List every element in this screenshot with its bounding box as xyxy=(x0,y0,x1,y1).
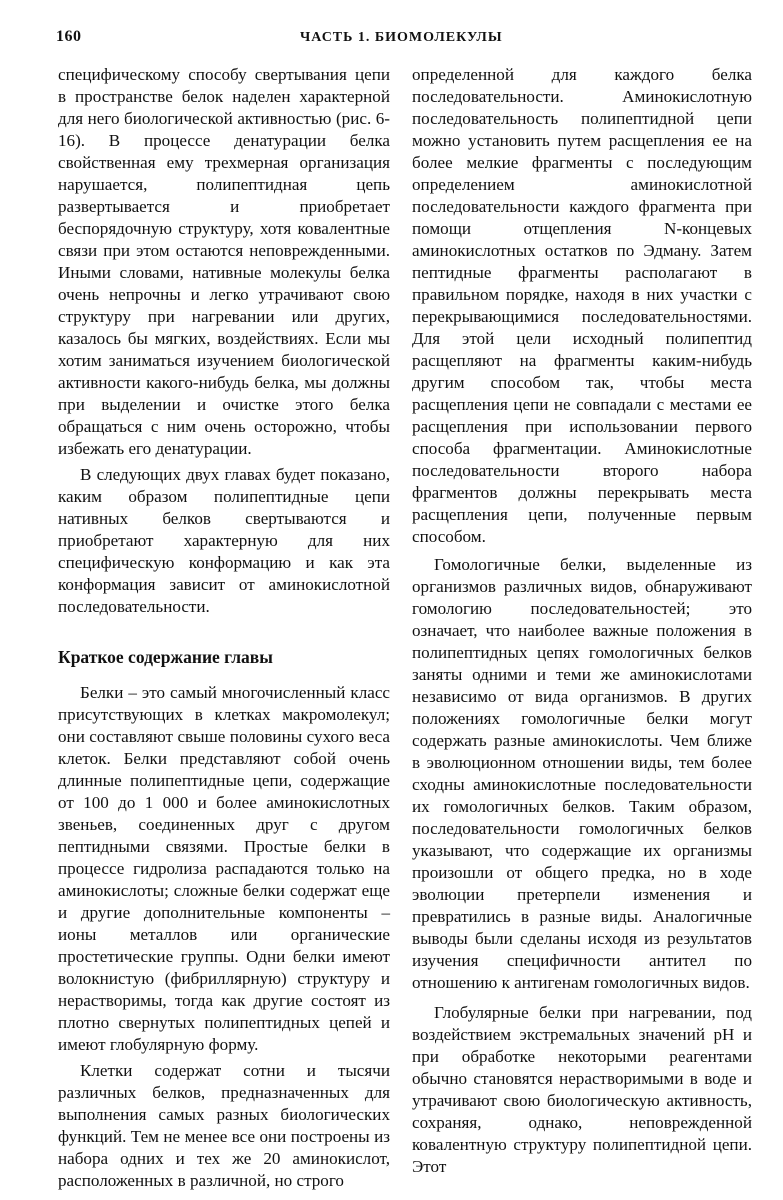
right-paragraph-2: Гомологичные белки, выделенные из организмов различных видов, обнаруживают гомологию последовательностей; это означает, что наиболее важные положения в полипептидных цепях гомологичных белков заняты одними и теми же аминокислотами независимо от вида организмов. В других положениях гомологичные белки могут содержать разные аминокислоты. Чем ближе в эволюционном отношении виды, тем более сходны аминокислотные последовательности их гомологичных белков. Таким образом, последовательности гомологичных белков указывают, что содержащие их организмы произошли от общего предка, но в ходе эволюции претерпели изменения и превратились в разные виды. Аналогичные выводы были сделаны исходя из результатов изучения специфичности антител по отношению к антигенам гомологичных видов. xyxy=(412,555,752,992)
left-paragraph-1: специфическому способу свертывания цепи в пространстве белок наделен характерной для него биологической активностью (рис. 6-16). В процессе денатурации белка свойственная ему трехмерная организация нарушается, полипептидная цепь развертывается и приобретает беспорядочную структуру, хотя ковалентные связи при этом остаются неповрежденными. Иными словами, нативные молекулы белка очень непрочны и легко утрачивают свою структуру при нагревании или других, казалось бы мягких, воздействиях. Если мы хотим заниматься изучением биологической активности какого-нибудь белка, мы должны при выделении и очистке этого белка обращаться с ним очень осторожно, чтобы избежать его денатурации. xyxy=(58,65,390,458)
left-column xyxy=(58,64,390,1192)
right-column xyxy=(412,64,752,1178)
running-title: ЧАСТЬ 1. БИОМОЛЕКУЛЫ xyxy=(300,30,503,45)
page-number: 160 xyxy=(56,28,82,45)
left-paragraph-4: Клетки содержат сотни и тысячи различных белков, предназначенных для выполнения самых разных биологических функций. Тем не менее все они построены из набора одних и тех же 20 аминокислот, расположенных в различной, но строго xyxy=(58,1061,390,1190)
left-paragraph-2: В следующих двух главах будет показано, каким образом полипептидные цепи нативных белков свертываются и приобретают характерную для них специфическую конформацию и как эта конформация зависит от аминокислотной последовательности. xyxy=(58,465,390,616)
right-paragraph-3: Глобулярные белки при нагревании, под воздействием экстремальных значений pH и при обработке некоторыми реагентами обычно становятся нерастворимыми в воде и утрачивают свою биологическую активность, сохраняя, однако, неповрежденной ковалентную структуру полипептидной цепи. Этот xyxy=(412,1003,752,1176)
right-paragraph-1: определенной для каждого белка последовательности. Аминокислотную последовательность полипептидной цепи можно установить путем расщепления ее на более мелкие фрагменты с последующим определением аминокислотной последовательности каждого фрагмента при помощи отщепления N-концевых аминокислотных остатков по Эдману. Затем пептидные фрагменты располагают в правильном порядке, находя в них участки с перекрывающимися последовательностями. Для этой цели исходный полипептид расщепляют на фрагменты каким-нибудь другим способом так, чтобы места расщепления цепи не совпадали с местами ее расщепления при использовании первого способа фрагментации. Аминокислотные последовательности второго набора фрагментов должны перекрывать места расщепления цепи, полученные первым способом. xyxy=(412,65,752,546)
section-heading-summary: Краткое содержание главы xyxy=(58,647,273,667)
left-paragraph-3: Белки – это самый многочисленный класс присутствующих в клетках макромолекул; они составляют свыше половины сухого веса клеток. Белки представляют собой очень длинные полипептидные цепи, содержащие от 100 до 1 000 и более аминокислотных звеньев, соединенных друг с другом пептидными связями. Простые белки в процессе гидролиза распадаются только на аминокислоты; сложные белки содержат еще и другие дополнительные компоненты – ионы металлов или органические простетические группы. Одни белки имеют волокнистую (фибриллярную) структуру и нерастворимы, тогда как другие состоят из плотно свернутых полипептидных цепей и имеют глобулярную форму. xyxy=(58,683,390,1054)
